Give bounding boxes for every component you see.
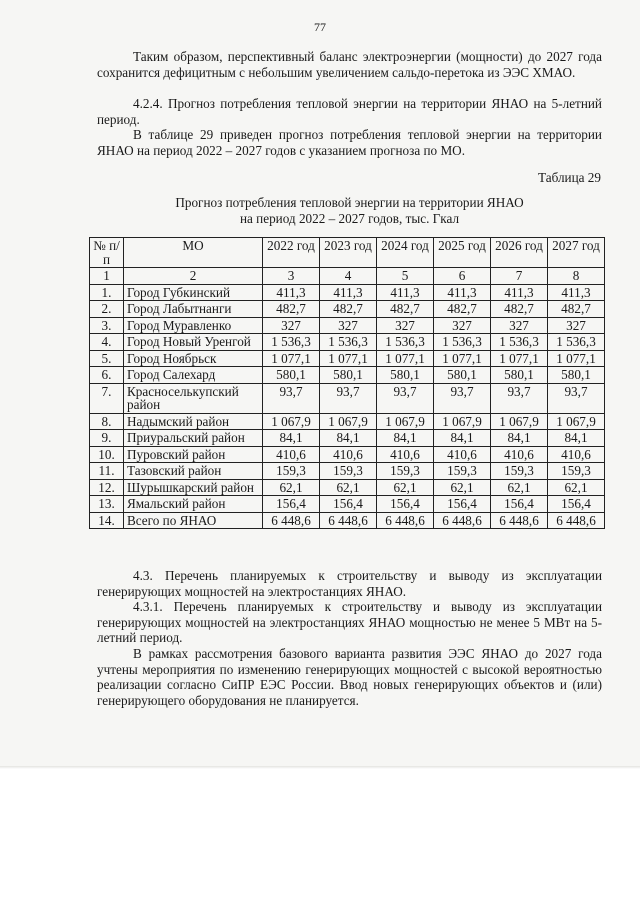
row-mo-name: Красноселькупский район [124,383,263,413]
row-value-2023: 62,1 [320,479,377,496]
row-value-2026: 411,3 [491,284,548,301]
paragraph-base-scenario: В рамках рассмотрения базового варианта развития ЭЭС ЯНАО до 2027 года учтены мероприятия по изменению генерирующих мощностей с высокой вероятностью реализации согласно СиПР ЕЭС России. Ввод новых генерирующих объектов и (или) генерирующего оборудования не планируется. [97,646,602,708]
table-row [90,479,605,496]
row-value-2024: 84,1 [377,430,434,447]
row-value-2026: 6 448,6 [491,512,548,529]
row-value-2024: 482,7 [377,301,434,318]
row-value-2022: 6 448,6 [263,512,320,529]
row-value-2025: 327 [434,317,491,334]
header-2022: 2022 год [263,238,320,268]
row-value-2024: 410,6 [377,446,434,463]
row-value-2027: 6 448,6 [548,512,605,529]
row-value-2027: 410,6 [548,446,605,463]
row-value-2022: 62,1 [263,479,320,496]
header-index: № п/п [90,238,124,268]
header-mo: МО [124,238,263,268]
row-value-2022: 410,6 [263,446,320,463]
row-value-2026: 482,7 [491,301,548,318]
row-value-2025: 410,6 [434,446,491,463]
row-mo-name: Всего по ЯНАО [124,512,263,529]
row-index: 3. [90,317,124,334]
heat-consumption-table [89,237,605,529]
row-mo-name: Город Ноябрьск [124,350,263,367]
column-number: 1 [90,268,124,285]
row-value-2027: 580,1 [548,367,605,384]
page-edge-shadow [0,766,640,769]
row-index: 13. [90,496,124,513]
row-mo-name: Пуровский район [124,446,263,463]
row-value-2025: 411,3 [434,284,491,301]
header-2026: 2026 год [491,238,548,268]
header-2024: 2024 год [377,238,434,268]
row-value-2026: 93,7 [491,383,548,413]
row-value-2025: 1 536,3 [434,334,491,351]
row-mo-name: Город Новый Уренгой [124,334,263,351]
row-value-2022: 93,7 [263,383,320,413]
table-label: Таблица 29 [538,170,601,185]
row-value-2022: 482,7 [263,301,320,318]
row-mo-name: Приуральский район [124,430,263,447]
row-value-2024: 327 [377,317,434,334]
row-index: 12. [90,479,124,496]
row-value-2027: 84,1 [548,430,605,447]
row-value-2022: 580,1 [263,367,320,384]
row-value-2025: 156,4 [434,496,491,513]
paragraph-table-intro: В таблице 29 приведен прогноз потребления тепловой энергии на территории ЯНАО на период 2022 – 2027 годов с указанием прогноза по МО. [97,127,602,158]
row-index: 5. [90,350,124,367]
row-value-2022: 159,3 [263,463,320,480]
row-value-2027: 1 077,1 [548,350,605,367]
column-number: 3 [263,268,320,285]
column-number: 6 [434,268,491,285]
row-value-2023: 327 [320,317,377,334]
row-value-2024: 159,3 [377,463,434,480]
table-row [90,284,605,301]
row-value-2023: 93,7 [320,383,377,413]
row-value-2023: 156,4 [320,496,377,513]
row-mo-name: Надымский район [124,413,263,430]
row-value-2022: 1 536,3 [263,334,320,351]
row-index: 4. [90,334,124,351]
row-value-2023: 1 536,3 [320,334,377,351]
row-value-2024: 156,4 [377,496,434,513]
row-value-2026: 84,1 [491,430,548,447]
column-number: 8 [548,268,605,285]
row-value-2026: 159,3 [491,463,548,480]
row-value-2022: 411,3 [263,284,320,301]
row-index: 10. [90,446,124,463]
row-value-2024: 1 077,1 [377,350,434,367]
row-value-2026: 1 536,3 [491,334,548,351]
row-value-2027: 159,3 [548,463,605,480]
row-value-2022: 327 [263,317,320,334]
row-value-2025: 1 067,9 [434,413,491,430]
table-row [90,350,605,367]
header-2023: 2023 год [320,238,377,268]
table-row [90,301,605,318]
table-row [90,317,605,334]
row-value-2026: 327 [491,317,548,334]
table-row [90,463,605,480]
row-value-2026: 1 067,9 [491,413,548,430]
column-number: 7 [491,268,548,285]
table-row [90,413,605,430]
row-index: 1. [90,284,124,301]
row-index: 6. [90,367,124,384]
row-value-2026: 1 077,1 [491,350,548,367]
row-index: 7. [90,383,124,413]
row-value-2022: 84,1 [263,430,320,447]
row-value-2024: 93,7 [377,383,434,413]
paragraph-section-4-3: 4.3. Перечень планируемых к строительству и выводу из эксплуатации генерирующих мощностей на электростанциях ЯНАО. [97,568,602,599]
header-2025: 2025 год [434,238,491,268]
row-value-2027: 1 067,9 [548,413,605,430]
column-number: 4 [320,268,377,285]
row-mo-name: Шурышкарский район [124,479,263,496]
table-row [90,430,605,447]
table-title-line-2: на период 2022 – 2027 годов, тыс. Гкал [239,211,460,226]
row-value-2027: 62,1 [548,479,605,496]
table-row [90,496,605,513]
row-value-2026: 156,4 [491,496,548,513]
row-mo-name: Ямальский район [124,496,263,513]
table-header-row [90,238,605,268]
row-value-2024: 6 448,6 [377,512,434,529]
table-row [90,512,605,529]
row-value-2023: 482,7 [320,301,377,318]
column-numbers-row [90,268,605,285]
row-value-2025: 62,1 [434,479,491,496]
row-value-2027: 156,4 [548,496,605,513]
row-mo-name: Город Салехард [124,367,263,384]
row-value-2025: 1 077,1 [434,350,491,367]
row-value-2025: 580,1 [434,367,491,384]
paragraph-section-4-2-4: 4.2.4. Прогноз потребления тепловой энергии на территории ЯНАО на 5-летний период. [97,96,602,127]
row-value-2024: 411,3 [377,284,434,301]
header-2027: 2027 год [548,238,605,268]
column-number: 5 [377,268,434,285]
row-index: 2. [90,301,124,318]
row-value-2022: 1 067,9 [263,413,320,430]
row-value-2023: 84,1 [320,430,377,447]
row-index: 14. [90,512,124,529]
row-value-2026: 580,1 [491,367,548,384]
row-value-2025: 159,3 [434,463,491,480]
table-title [97,195,602,227]
row-value-2023: 580,1 [320,367,377,384]
row-value-2023: 6 448,6 [320,512,377,529]
row-value-2024: 62,1 [377,479,434,496]
row-value-2025: 84,1 [434,430,491,447]
row-index: 9. [90,430,124,447]
row-value-2024: 1 536,3 [377,334,434,351]
page-number: 77 [314,20,326,34]
table-row [90,334,605,351]
row-value-2023: 410,6 [320,446,377,463]
paragraph-section-4-3-1: 4.3.1. Перечень планируемых к строительству и выводу из эксплуатации генерирующих мощностей на электростанциях ЯНАО мощностью не менее 5 МВт на 5-летний период. [97,599,602,646]
row-mo-name: Город Муравленко [124,317,263,334]
row-value-2027: 327 [548,317,605,334]
row-value-2023: 1 067,9 [320,413,377,430]
table-title-line-1: Прогноз потребления тепловой энергии на территории ЯНАО [175,195,524,210]
row-mo-name: Тазовский район [124,463,263,480]
row-mo-name: Город Лабытнанги [124,301,263,318]
row-value-2024: 1 067,9 [377,413,434,430]
row-value-2027: 482,7 [548,301,605,318]
row-value-2023: 411,3 [320,284,377,301]
paragraph-balance-summary: Таким образом, перспективный баланс электроэнергии (мощности) до 2027 года сохранится дефицитным с небольшим увеличением сальдо-перетока из ЭЭС ХМАО. [97,49,602,80]
row-value-2025: 482,7 [434,301,491,318]
row-value-2026: 62,1 [491,479,548,496]
row-value-2027: 93,7 [548,383,605,413]
row-value-2022: 156,4 [263,496,320,513]
row-value-2022: 1 077,1 [263,350,320,367]
row-value-2026: 410,6 [491,446,548,463]
row-mo-name: Город Губкинский [124,284,263,301]
row-value-2027: 411,3 [548,284,605,301]
row-value-2025: 93,7 [434,383,491,413]
row-index: 8. [90,413,124,430]
table-body [90,284,605,529]
table-row [90,383,605,413]
row-value-2023: 1 077,1 [320,350,377,367]
row-value-2024: 580,1 [377,367,434,384]
row-value-2025: 6 448,6 [434,512,491,529]
row-index: 11. [90,463,124,480]
row-value-2027: 1 536,3 [548,334,605,351]
row-value-2023: 159,3 [320,463,377,480]
table-row [90,367,605,384]
table-row [90,446,605,463]
column-number: 2 [124,268,263,285]
